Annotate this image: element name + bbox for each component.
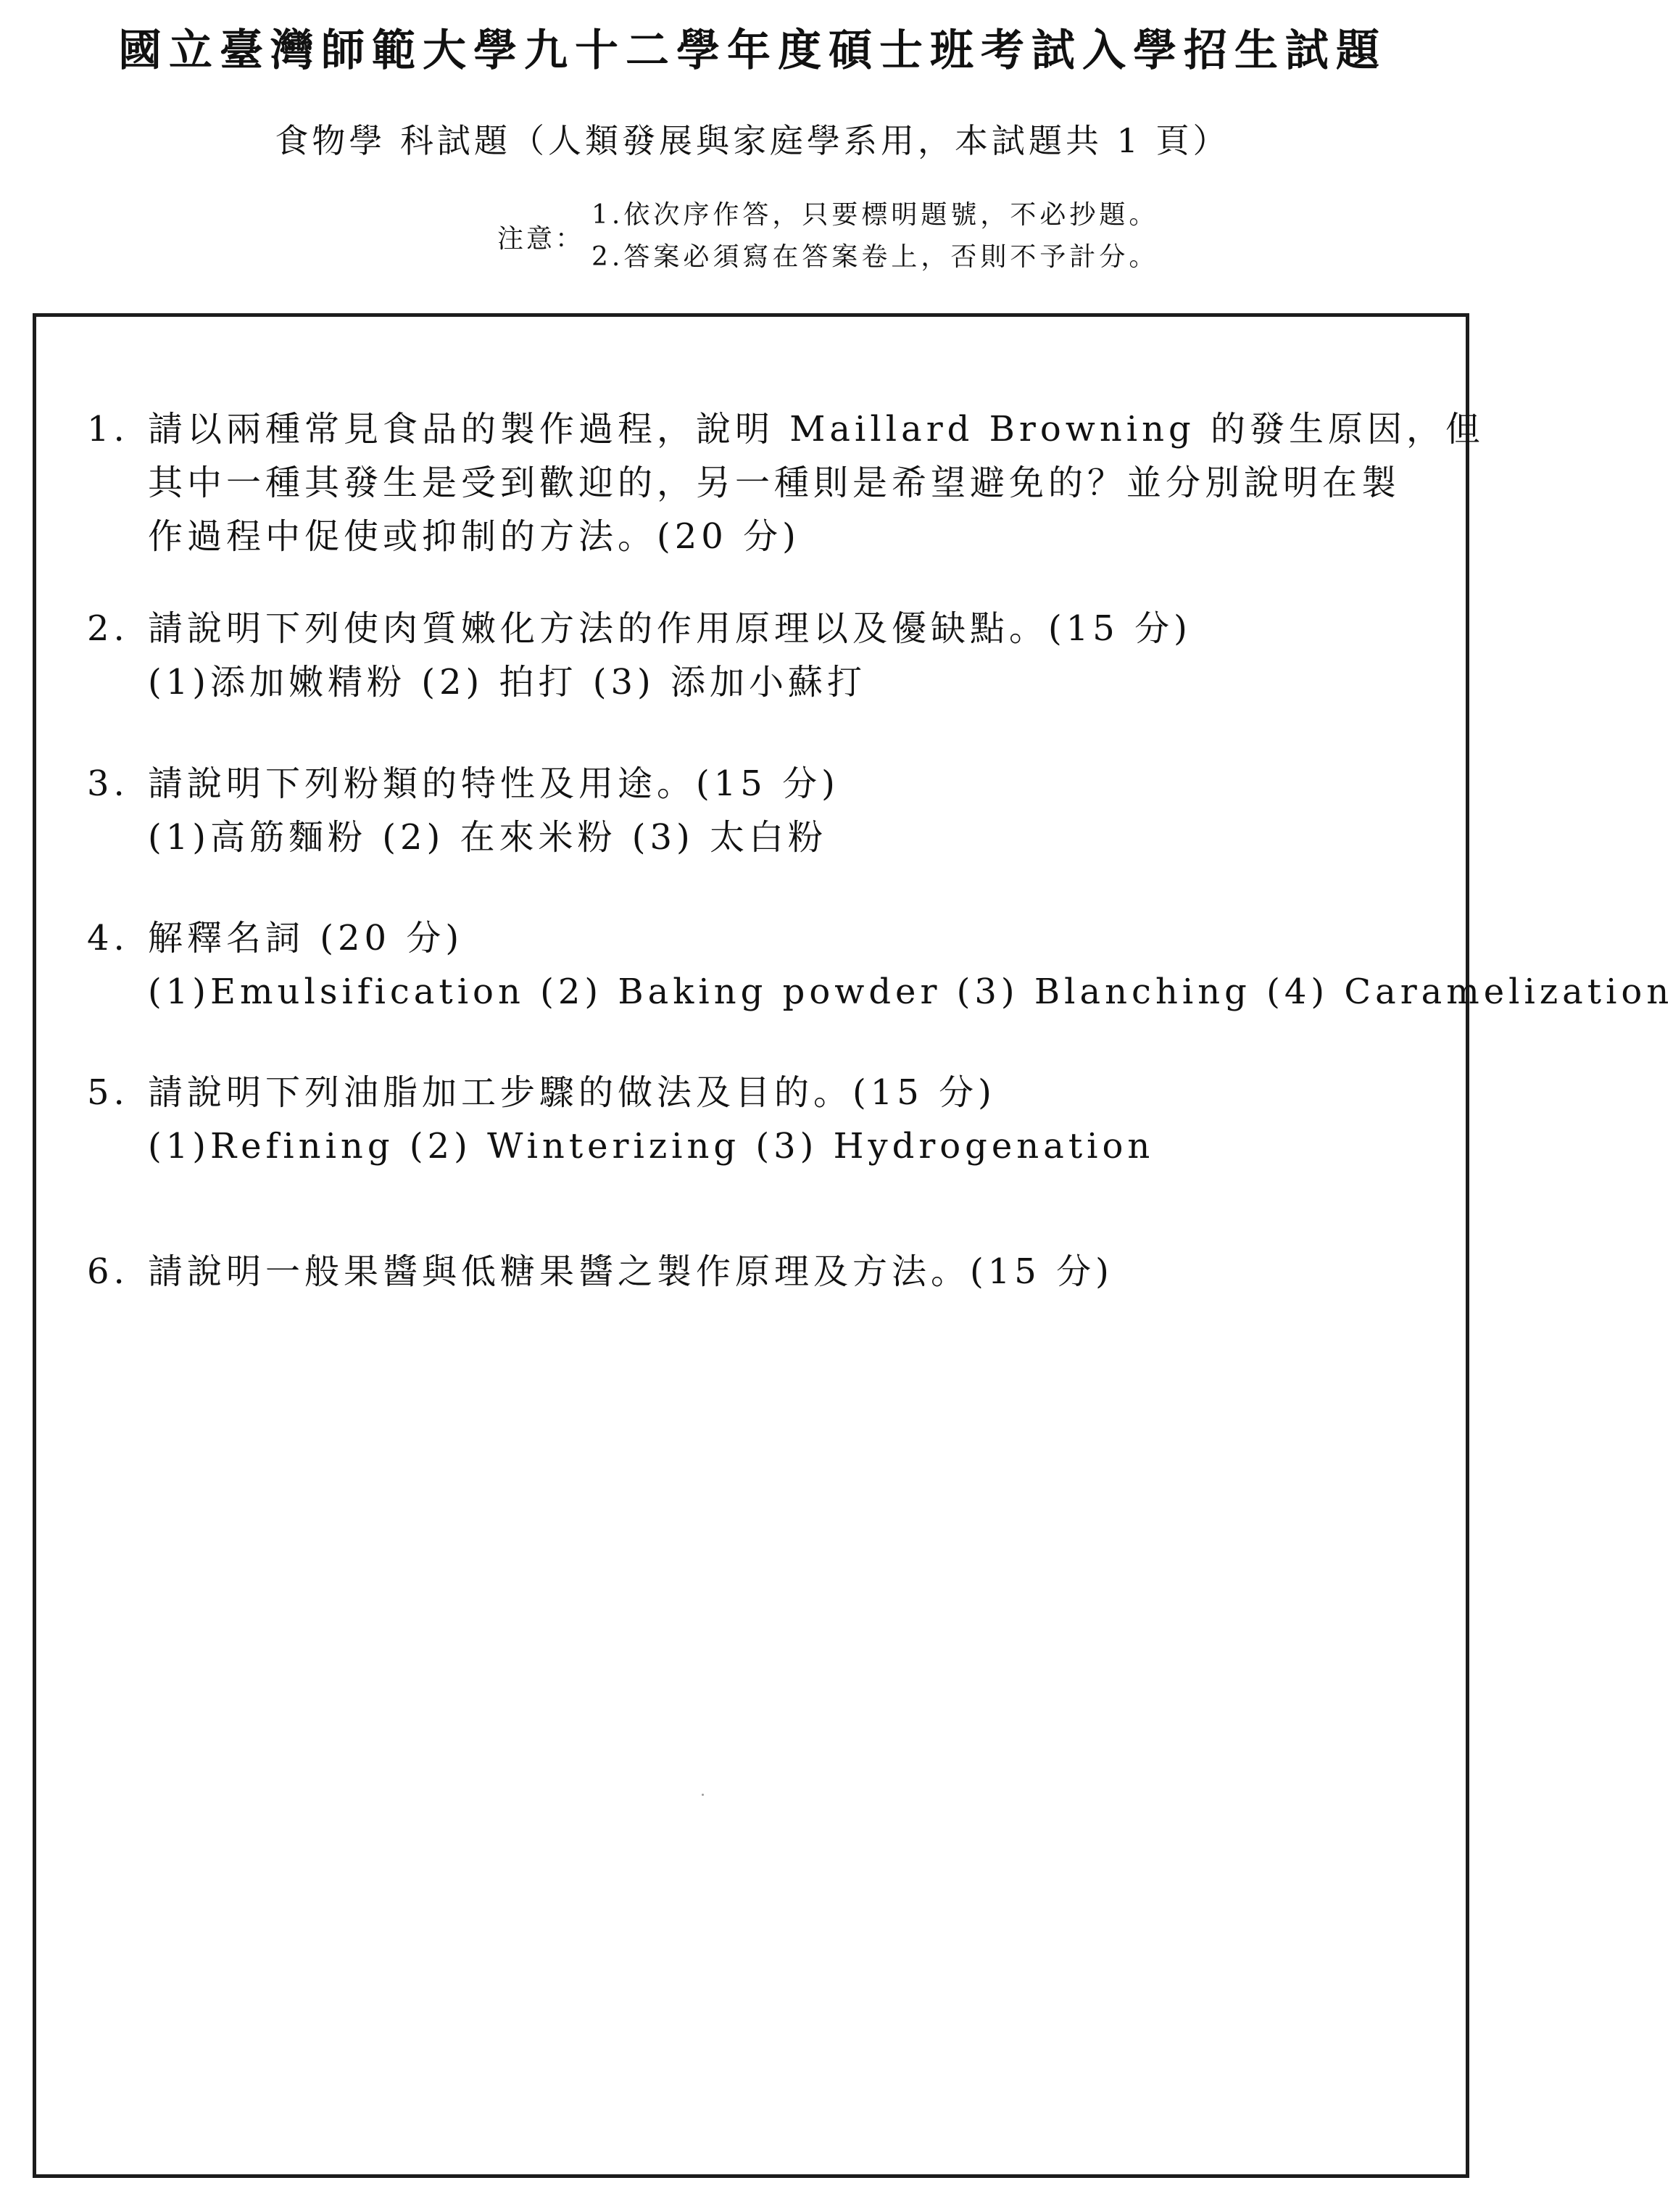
question-text: 請說明下列粉類的特性及用途。(15 分) xyxy=(148,763,839,804)
question-number: 3. xyxy=(87,763,129,804)
question-line: 作過程中促使或抑制的方法。(20 分) xyxy=(148,516,800,557)
question-2 xyxy=(87,602,1437,709)
question-text: 請說明下列使肉質嫩化方法的作用原理以及優缺點。(15 分) xyxy=(148,608,1192,649)
exam-title: 國立臺灣師範大學九十二學年度碩士班考試入學招生試題 xyxy=(118,25,1387,76)
question-1 xyxy=(87,402,1485,563)
question-options: (1)Refining (2) Winterizing (3) Hydrogenation xyxy=(148,1126,1155,1167)
question-5 xyxy=(87,1066,1437,1173)
question-number: 6. xyxy=(87,1251,129,1292)
question-6 xyxy=(87,1245,1437,1298)
question-options: (1)Emulsification (2) Baking powder (3) Blanching (4) Caramelization xyxy=(148,972,1673,1012)
question-number: 5. xyxy=(87,1072,129,1113)
notice-label: 注意： xyxy=(497,223,585,254)
question-line xyxy=(87,757,1437,811)
question-options: (1)添加嫩精粉 (2) 拍打 (3) 添加小蘇打 xyxy=(148,662,867,703)
question-line xyxy=(87,911,1437,965)
notice-item-1: 1.依次序作答，只要標明題號，不必抄題。 xyxy=(591,200,1159,230)
exam-subtitle: 食物學 科試題（人類發展與家庭學系用，本試題共 1 頁） xyxy=(275,121,1230,160)
question-text: 解釋名詞 (20 分) xyxy=(148,918,464,958)
question-options: (1)高筋麵粉 (2) 在來米粉 (3) 太白粉 xyxy=(148,817,828,858)
question-4 xyxy=(87,911,1673,1019)
question-number: 2. xyxy=(87,608,129,649)
notice-block xyxy=(497,194,1158,278)
question-3 xyxy=(87,757,1437,864)
questions-frame xyxy=(33,313,1673,2178)
question-text: 請以兩種常見食品的製作過程，說明 Maillard Browning 的發生原因，但 xyxy=(148,409,1485,450)
question-line xyxy=(87,1066,1437,1119)
notice-items xyxy=(591,194,1158,278)
question-line xyxy=(87,402,1485,456)
question-number: 1. xyxy=(87,409,129,450)
scan-speck xyxy=(702,1794,704,1796)
question-line: 其中一種其發生是受到歡迎的，另一種則是希望避免的？並分別說明在製 xyxy=(148,463,1401,503)
notice-item-2: 2.答案必須寫在答案卷上，否則不予計分。 xyxy=(591,242,1159,272)
question-text: 請說明一般果醬與低糖果醬之製作原理及方法。(15 分) xyxy=(148,1251,1113,1292)
question-line xyxy=(87,602,1437,655)
question-line xyxy=(87,1245,1437,1298)
question-text: 請說明下列油脂加工步驟的做法及目的。(15 分) xyxy=(148,1072,996,1113)
question-number: 4. xyxy=(87,918,129,958)
